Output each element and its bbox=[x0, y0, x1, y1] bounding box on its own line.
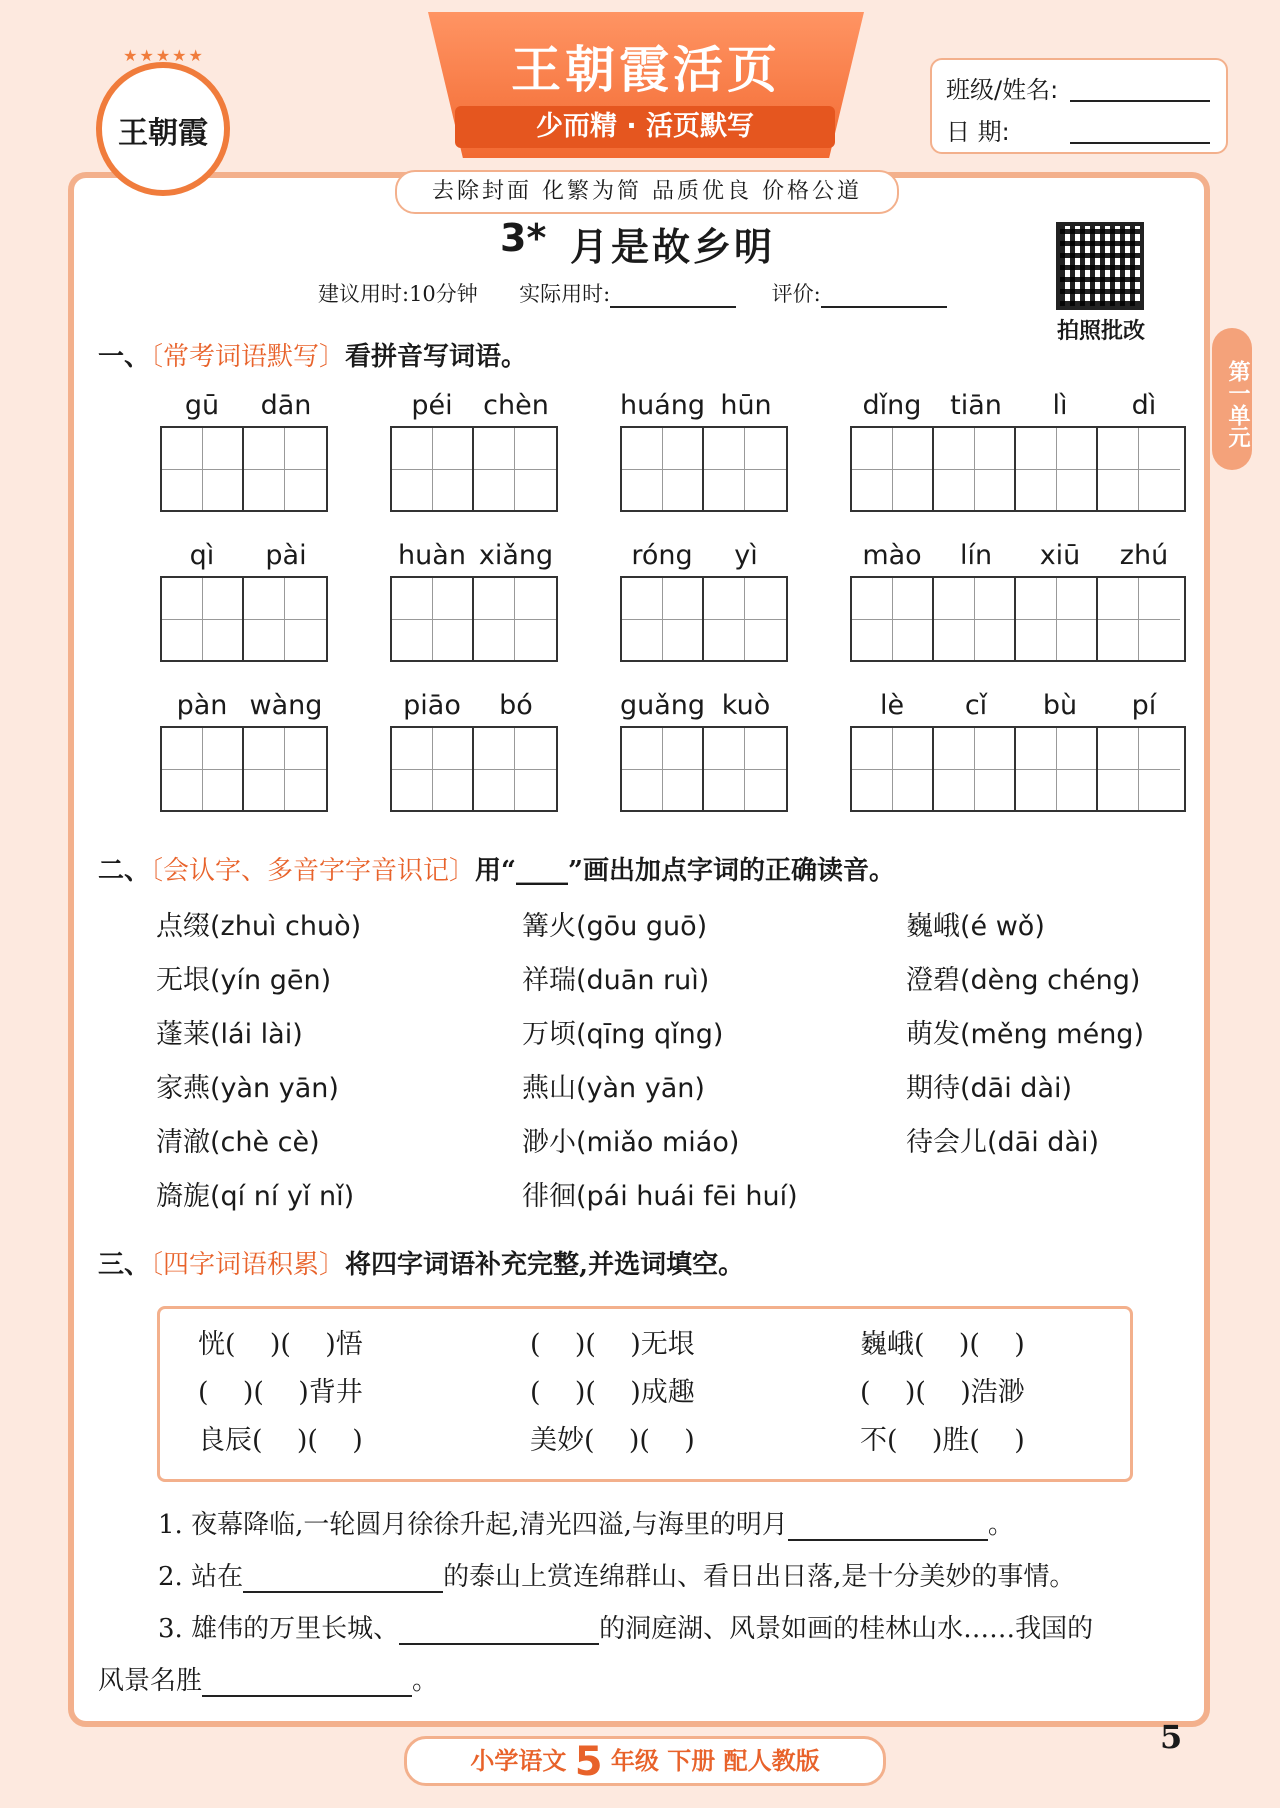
pinyin-word-group bbox=[850, 390, 1186, 512]
pinyin-syllable: lín bbox=[959, 540, 993, 571]
reading-option[interactable]: 祥瑞(duān ruì) bbox=[522, 965, 710, 996]
pinyin-syllable: bù bbox=[1042, 690, 1078, 721]
time-line bbox=[318, 278, 947, 308]
pinyin-syllable: róng bbox=[631, 540, 693, 571]
pinyin-syllable: lì bbox=[1052, 390, 1068, 421]
fill-sentence bbox=[158, 1556, 1075, 1593]
writing-cells bbox=[160, 576, 328, 662]
writing-cell[interactable] bbox=[1098, 578, 1180, 660]
writing-cell[interactable] bbox=[474, 728, 556, 810]
pinyin-row bbox=[160, 390, 328, 426]
pinyin-syllable: bó bbox=[499, 690, 533, 721]
idiom-item[interactable]: 巍峨( )( ) bbox=[860, 1329, 1025, 1360]
pinyin-syllable: dì bbox=[1131, 390, 1157, 421]
sentence-text-after: 的泰山上赏连绵群山、看日出日落,是十分美妙的事情。 bbox=[443, 1562, 1076, 1592]
writing-cells bbox=[850, 426, 1186, 512]
unit-tab: 第一单元 bbox=[1212, 328, 1252, 470]
idiom-item[interactable]: ( )( )背井 bbox=[198, 1377, 363, 1408]
reading-option[interactable]: 万顷(qīng qǐng) bbox=[522, 1019, 724, 1050]
pinyin-word-group bbox=[390, 390, 558, 512]
section-two-instruction: 用“____”画出加点字词的正确读音。 bbox=[475, 856, 895, 886]
section-two-tag: 〔会认字、多音字字音识记〕 bbox=[150, 856, 476, 886]
logo-text: 王朝霞 bbox=[118, 116, 208, 151]
footer-subject: 小学语文 bbox=[470, 1747, 567, 1775]
lesson-number: 3* bbox=[500, 216, 547, 260]
reading-option[interactable]: 徘徊(pái huái fēi huí) bbox=[522, 1181, 798, 1212]
writing-cell[interactable] bbox=[852, 728, 934, 810]
pinyin-row bbox=[390, 390, 558, 426]
tagline: 去除封面 化繁为简 品质优良 价格公道 bbox=[395, 170, 899, 214]
writing-cell[interactable] bbox=[1016, 578, 1098, 660]
pinyin-row bbox=[850, 690, 1186, 726]
pinyin-word-group bbox=[620, 690, 788, 812]
pinyin-syllable: pàn bbox=[176, 690, 228, 721]
section-three-instruction: 将四字词语补充完整,并选词填空。 bbox=[345, 1250, 745, 1280]
evaluation-label: 评价: bbox=[771, 282, 821, 306]
qr-caption: 拍照批改 bbox=[1056, 319, 1145, 344]
section-two-number: 二、 bbox=[98, 856, 151, 886]
brand-slogan: 少而精 · 活页默写 bbox=[455, 106, 835, 148]
section-three-tag: 〔四字词语积累〕 bbox=[150, 1250, 346, 1280]
pinyin-row bbox=[620, 540, 788, 576]
pinyin-row bbox=[850, 390, 1186, 426]
section-three-heading bbox=[98, 1244, 744, 1281]
idiom-item[interactable]: 美妙( )( ) bbox=[530, 1425, 695, 1456]
pinyin-syllable: pí bbox=[1131, 690, 1157, 721]
answer-blank[interactable] bbox=[243, 1569, 443, 1593]
writing-cells bbox=[160, 726, 328, 812]
idiom-item[interactable]: 恍( )( )悟 bbox=[198, 1329, 363, 1360]
reading-option[interactable]: 无垠(yín gēn) bbox=[156, 965, 332, 996]
idiom-item[interactable]: ( )( )浩渺 bbox=[860, 1377, 1025, 1408]
writing-cells bbox=[390, 576, 558, 662]
sentence-text-after: 。 bbox=[412, 1666, 439, 1696]
writing-cells bbox=[620, 426, 788, 512]
pinyin-row bbox=[850, 540, 1186, 576]
pinyin-syllable: xiū bbox=[1039, 540, 1081, 571]
reading-option[interactable]: 篝火(gōu guō) bbox=[522, 911, 708, 942]
brand-title: 王朝霞活页 bbox=[511, 40, 781, 99]
qr-code-icon[interactable] bbox=[1056, 222, 1144, 310]
sentence-text-before: 2. 站在 bbox=[158, 1562, 244, 1592]
actual-time-blank[interactable] bbox=[610, 284, 736, 308]
pinyin-syllable: zhú bbox=[1119, 540, 1169, 571]
pinyin-syllable: kuò bbox=[721, 690, 771, 721]
pinyin-word-group bbox=[160, 390, 328, 512]
date-field[interactable] bbox=[1070, 116, 1210, 144]
pinyin-word-group bbox=[390, 540, 558, 662]
idiom-item[interactable]: 良辰( )( ) bbox=[198, 1425, 363, 1456]
reading-option[interactable]: 萌发(měng méng) bbox=[906, 1019, 1144, 1050]
section-one-heading bbox=[98, 336, 527, 373]
writing-cell[interactable] bbox=[244, 578, 326, 660]
reading-option[interactable]: 清澈(chè cè) bbox=[156, 1127, 320, 1158]
footer-grade-text: 年级 下册 配人教版 bbox=[610, 1747, 820, 1775]
pinyin-word-group bbox=[620, 390, 788, 512]
sentence-text-after: 。 bbox=[987, 1510, 1014, 1540]
pinyin-row bbox=[160, 540, 328, 576]
pinyin-row bbox=[390, 540, 558, 576]
reading-option[interactable]: 渺小(miǎo miáo) bbox=[522, 1127, 740, 1158]
pinyin-syllable: chèn bbox=[483, 390, 549, 421]
pinyin-syllable: gū bbox=[184, 390, 220, 421]
section-two-heading bbox=[98, 850, 895, 887]
writing-cell[interactable] bbox=[934, 428, 1016, 510]
writing-cell[interactable] bbox=[704, 728, 786, 810]
footer-badge bbox=[404, 1736, 886, 1786]
lesson-title: 月是故乡明 bbox=[570, 224, 776, 269]
writing-cell[interactable] bbox=[244, 428, 326, 510]
writing-cell[interactable] bbox=[622, 428, 704, 510]
sentence-text-before: 3. 雄伟的万里长城、 bbox=[158, 1614, 400, 1644]
pinyin-syllable: cǐ bbox=[964, 690, 988, 721]
writing-cell[interactable] bbox=[162, 428, 244, 510]
writing-cell[interactable] bbox=[704, 428, 786, 510]
reading-option[interactable]: 蓬莱(lái lài) bbox=[156, 1019, 303, 1050]
pinyin-word-group bbox=[160, 690, 328, 812]
writing-cell[interactable] bbox=[1098, 428, 1180, 510]
answer-blank[interactable] bbox=[202, 1673, 412, 1697]
reading-option[interactable]: 家燕(yàn yān) bbox=[156, 1073, 339, 1104]
writing-cells bbox=[390, 426, 558, 512]
writing-cell[interactable] bbox=[934, 578, 1016, 660]
idiom-item[interactable]: 不( )胜( ) bbox=[860, 1425, 1025, 1456]
pinyin-syllable: guǎng bbox=[620, 690, 706, 721]
writing-cells bbox=[620, 576, 788, 662]
reading-option[interactable]: 澄碧(dèng chéng) bbox=[906, 965, 1141, 996]
pinyin-syllable: hūn bbox=[720, 390, 772, 421]
student-info-box bbox=[930, 58, 1228, 154]
pinyin-syllable: péi bbox=[411, 390, 453, 421]
logo-stars-icon: ★★★★★ bbox=[123, 46, 205, 65]
date-label: 日 期: bbox=[946, 118, 1010, 146]
pinyin-syllable: qì bbox=[189, 540, 215, 571]
writing-cells bbox=[160, 426, 328, 512]
reading-option[interactable]: 待会儿(dāi dài) bbox=[906, 1127, 1100, 1158]
pinyin-syllable: wàng bbox=[249, 690, 323, 721]
section-one-number: 一、 bbox=[98, 342, 151, 372]
sentence-text-before: 1. 夜幕降临,一轮圆月徐徐升起,清光四溢,与海里的明月 bbox=[158, 1510, 788, 1540]
footer-grade-number: 5 bbox=[574, 1739, 603, 1785]
writing-cell[interactable] bbox=[474, 428, 556, 510]
pinyin-syllable: pài bbox=[265, 540, 307, 571]
class-name-label: 班级/姓名: bbox=[946, 76, 1059, 104]
writing-cell[interactable] bbox=[852, 428, 934, 510]
reading-option[interactable]: 期待(dāi dài) bbox=[906, 1073, 1073, 1104]
writing-cell[interactable] bbox=[474, 578, 556, 660]
answer-blank[interactable] bbox=[788, 1517, 988, 1541]
pinyin-syllable: yì bbox=[734, 540, 758, 571]
writing-cell[interactable] bbox=[392, 578, 474, 660]
reading-option[interactable]: 点缀(zhuì chuò) bbox=[156, 911, 362, 942]
writing-cell[interactable] bbox=[392, 428, 474, 510]
fill-sentence bbox=[158, 1608, 1093, 1645]
pinyin-syllable: dān bbox=[260, 390, 312, 421]
sentence-text-before: 风景名胜 bbox=[98, 1666, 203, 1696]
writing-cell[interactable] bbox=[852, 578, 934, 660]
idiom-item[interactable]: ( )( )无垠 bbox=[530, 1329, 695, 1360]
writing-cells bbox=[390, 726, 558, 812]
section-one-tag: 〔常考词语默写〕 bbox=[150, 342, 346, 372]
writing-cells bbox=[850, 576, 1186, 662]
pinyin-word-group bbox=[160, 540, 328, 662]
writing-cell[interactable] bbox=[1016, 728, 1098, 810]
pinyin-word-group bbox=[390, 690, 558, 812]
pinyin-row bbox=[620, 390, 788, 426]
answer-blank[interactable] bbox=[399, 1621, 599, 1645]
writing-cell[interactable] bbox=[162, 578, 244, 660]
pinyin-syllable: dǐng bbox=[862, 390, 922, 421]
fill-sentence bbox=[98, 1660, 438, 1697]
fill-sentence bbox=[158, 1504, 1014, 1541]
reading-option[interactable]: 巍峨(é wǒ) bbox=[906, 911, 1045, 942]
pinyin-syllable: mào bbox=[862, 540, 922, 571]
sentence-text-after: 的洞庭湖、风景如画的桂林山水……我国的 bbox=[599, 1614, 1094, 1644]
writing-cell[interactable] bbox=[622, 728, 704, 810]
pinyin-syllable: piāo bbox=[403, 690, 461, 721]
writing-cell[interactable] bbox=[244, 728, 326, 810]
pinyin-row bbox=[160, 690, 328, 726]
actual-time-label: 实际用时: bbox=[519, 282, 611, 306]
pinyin-syllable: lè bbox=[879, 690, 905, 721]
pinyin-word-group bbox=[620, 540, 788, 662]
evaluation-blank[interactable] bbox=[821, 284, 947, 308]
section-one-instruction: 看拼音写词语。 bbox=[345, 342, 528, 372]
writing-cells bbox=[850, 726, 1186, 812]
section-three-number: 三、 bbox=[98, 1250, 151, 1280]
pinyin-word-group bbox=[850, 540, 1186, 662]
class-name-field[interactable] bbox=[1070, 74, 1210, 102]
pinyin-syllable: tiān bbox=[950, 390, 1002, 421]
page-number: 5 bbox=[1160, 1718, 1183, 1756]
suggested-time: 建议用时:10分钟 bbox=[318, 282, 478, 306]
writing-cell[interactable] bbox=[162, 728, 244, 810]
pinyin-row bbox=[390, 690, 558, 726]
pinyin-syllable: huàn bbox=[398, 540, 466, 571]
pinyin-word-group bbox=[850, 690, 1186, 812]
writing-cell[interactable] bbox=[622, 578, 704, 660]
writing-cell[interactable] bbox=[1016, 428, 1098, 510]
writing-cell[interactable] bbox=[704, 578, 786, 660]
pinyin-syllable: huáng bbox=[620, 390, 706, 421]
pinyin-syllable: xiǎng bbox=[478, 540, 554, 571]
writing-cell[interactable] bbox=[1098, 728, 1180, 810]
reading-option[interactable]: 旖旎(qí ní yǐ nǐ) bbox=[156, 1181, 355, 1212]
writing-cell[interactable] bbox=[392, 728, 474, 810]
idiom-item[interactable]: ( )( )成趣 bbox=[530, 1377, 695, 1408]
writing-cell[interactable] bbox=[934, 728, 1016, 810]
writing-cells bbox=[620, 726, 788, 812]
pinyin-row bbox=[620, 690, 788, 726]
reading-option[interactable]: 燕山(yàn yān) bbox=[522, 1073, 705, 1104]
